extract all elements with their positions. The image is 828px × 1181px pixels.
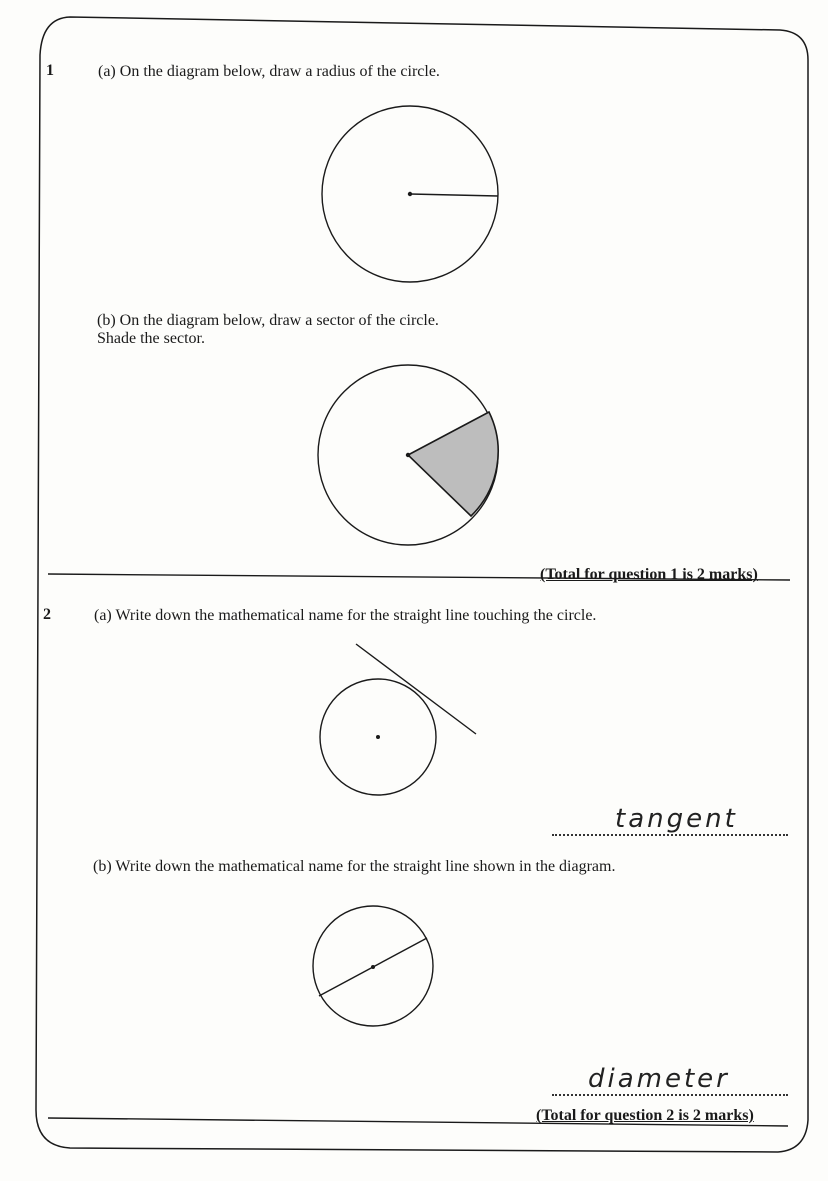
question-1a-text: (a) On the diagram below, draw a radius of the circle. (98, 63, 440, 80)
question-2b-answer: diameter (588, 1064, 730, 1094)
question-1b-text: (b) On the diagram below, draw a sector of the circle. (97, 312, 439, 329)
question-1b-text-line2: Shade the sector. (97, 330, 205, 347)
question-2a-answer: tangent (615, 804, 738, 834)
question-2-total-text: (Total for question 2 is 2 marks) (536, 1107, 754, 1124)
question-2-number: 2 (43, 606, 51, 623)
question-2-total (536, 1107, 754, 1125)
question-1-number: 1 (46, 62, 54, 79)
question-2b-text: (b) Write down the mathematical name for the straight line shown in the diagram. (93, 858, 616, 875)
question-2a-text: (a) Write down the mathematical name for the straight line touching the circle. (94, 607, 597, 624)
question-1-total-text: (Total for question 1 is 2 marks) (540, 566, 758, 583)
